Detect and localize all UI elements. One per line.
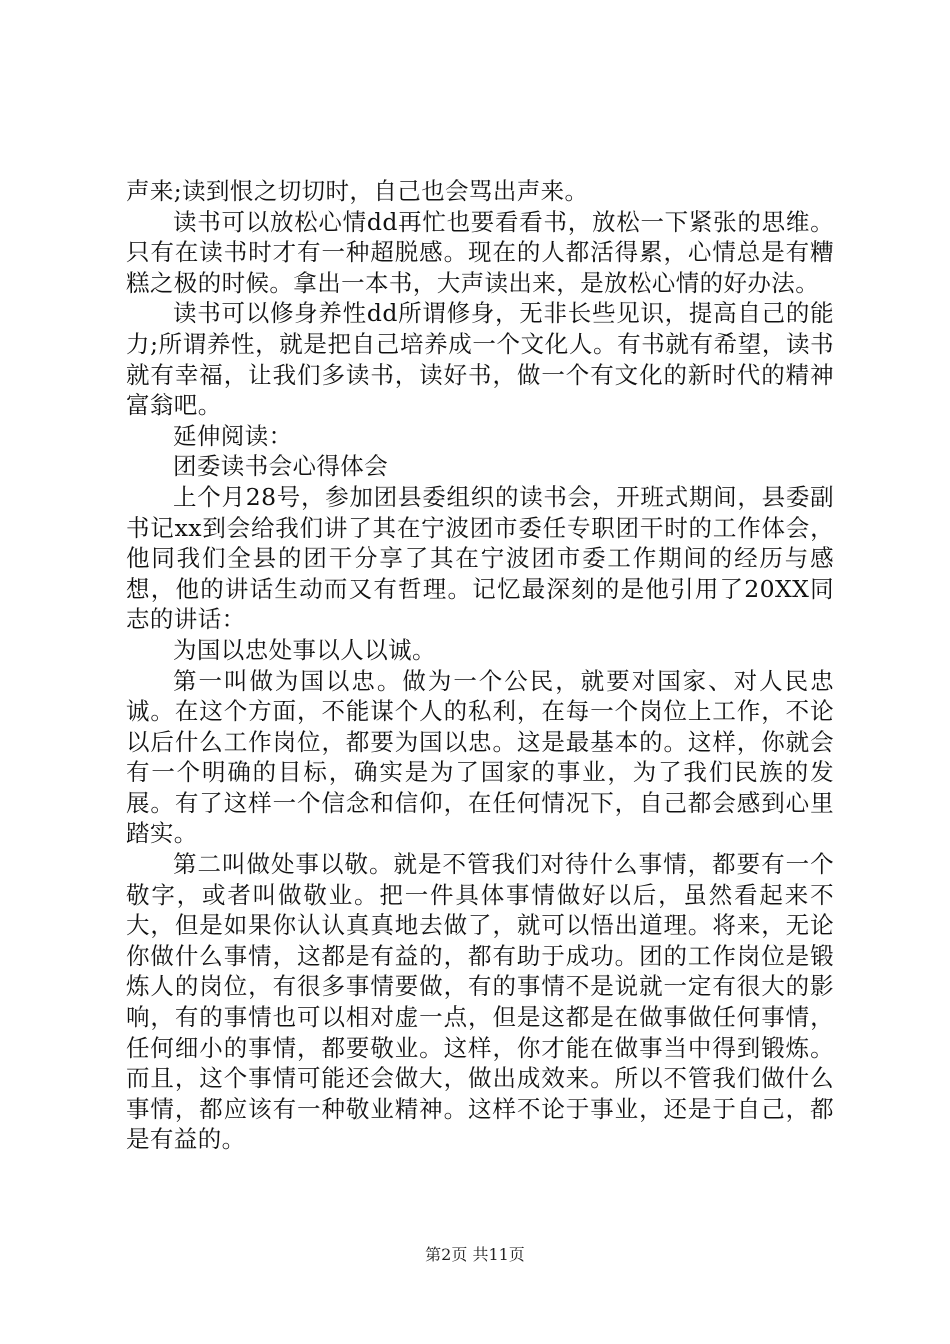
paragraph-6: 上个月28号，参加团县委组织的读书会，开班式期间，县委副书记xx到会给我们讲了其在宁波团市委任专职团干时的工作体会，他同我们全县的团干分享了其在宁波团市委工作期间的经历与感想，他的讲话生动而又有哲理。记忆最深刻的是他引用了20XX同志的讲话：: [126, 482, 834, 634]
paragraph-7: 为国以忠处事以人以诚。: [173, 635, 436, 664]
paragraph-4: 延伸阅读：: [173, 421, 293, 450]
paragraph-3: 读书可以修身养性dd所谓修身，无非长些见识，提高自己的能力;所谓养性，就是把自己培养成一个文化人。有书就有希望，读书就有幸福，让我们多读书，读好书，做一个有文化的新时代的精神富翁吧。: [126, 299, 834, 420]
paragraph-5: 团委读书会心得体会: [173, 452, 389, 481]
paragraph-2: 读书可以放松心情dd再忙也要看看书，放松一下紧张的思维。只有在读书时才有一种超脱感。现在的人都活得累，心情总是有糟糕之极的时候。拿出一本书，大声读出来，是放松心情的好办法。: [126, 207, 834, 297]
page-footer: [0, 1242, 950, 1265]
paragraph-1: 声来;读到恨之切切时，自己也会骂出声来。: [126, 177, 589, 205]
paragraph-9: 第二叫做处事以敬。就是不管我们对待什么事情，都要有一个敬字，或者叫做敬业。把一件具体事情做好以后，虽然看起来不大，但是如果你认认真真地去做了，就可以悟出道理。将来，无论你做什么事情，这都是有益的，都有助于成功。团的工作岗位是锻炼人的岗位，有很多事情要做，有的事情不是说就一定有很大的影响，有的事情也可以相对虚一点，但是这都是在做事做任何事情，任何细小的事情，都要敬业。这样，你才能在做事当中得到锻炼。而且，这个事情可能还会做大，做出成效来。所以不管我们做什么事情，都应该有一种敬业精神。这样不论于事业，还是于自己，都是有益的。: [126, 850, 834, 1154]
paragraph-8: 第一叫做为国以忠。做为一个公民，就要对国家、对人民忠诚。在这个方面，不能谋个人的私利，在每一个岗位上工作，不论以后什么工作岗位，都要为国以忠。这是最基本的。这样，你就会有一个明确的目标，确实是为了国家的事业，为了我们民族的发展。有了这样一个信念和信仰，在任何情况下，自己都会感到心里踏实。: [126, 666, 834, 848]
page-number: 第2页 共11页: [425, 1245, 525, 1264]
document-body: [126, 176, 834, 1155]
